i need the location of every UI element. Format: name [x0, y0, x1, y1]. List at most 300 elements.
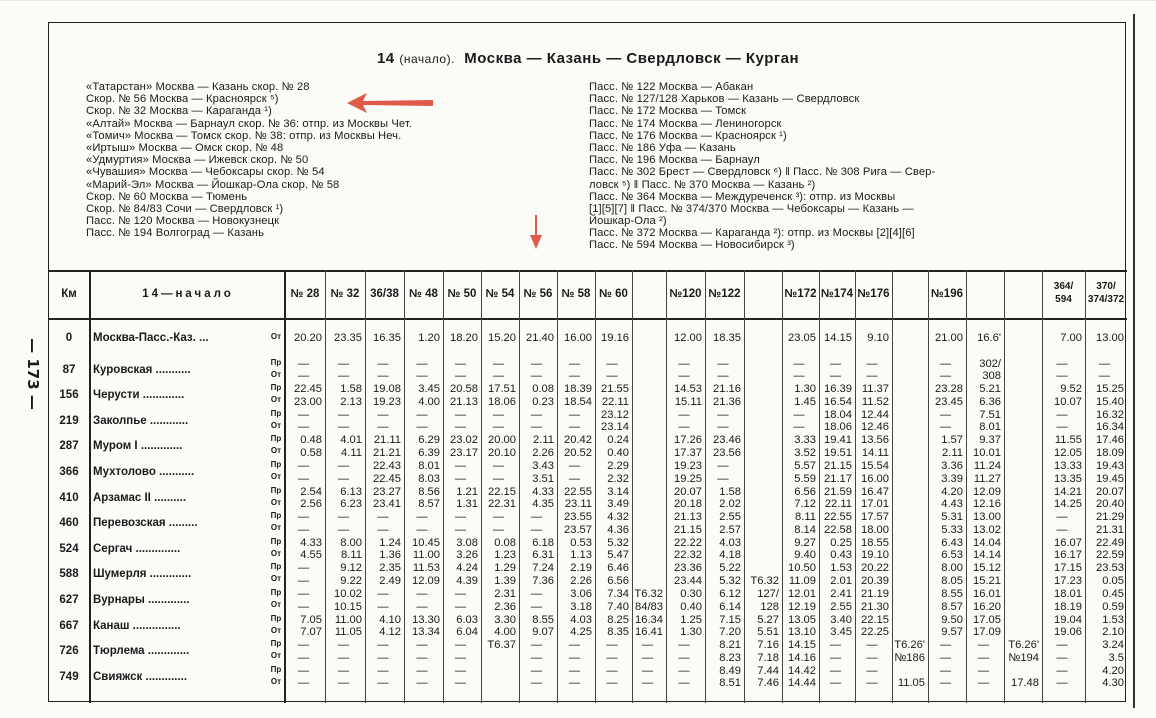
- station-name: Шумерля .............: [93, 568, 192, 581]
- time-cell: 4.36: [607, 523, 629, 536]
- time-cell: 3.14: [607, 485, 629, 498]
- arrival-departure-mark: Пр: [270, 383, 282, 393]
- time-cell: —: [717, 472, 729, 485]
- time-cell: 3.08: [456, 536, 478, 549]
- time-cell: 20.22: [861, 562, 889, 575]
- time-cell: 16.41: [635, 626, 663, 639]
- time-cell: —: [568, 472, 581, 485]
- time-cell: 18.06: [824, 421, 852, 434]
- time-cell: 15.12: [973, 562, 1001, 575]
- time-cell: 1.45: [794, 395, 816, 408]
- time-cell: 23.02: [450, 434, 478, 447]
- time-cell: 3.24: [1102, 639, 1124, 652]
- time-cell: 10.02: [334, 588, 362, 600]
- station-name: Перевозская .........: [93, 517, 198, 530]
- time-cell: 8.00: [340, 536, 362, 549]
- time-cell: 18.06: [488, 395, 516, 408]
- arrival-departure-mark: Пр: [270, 485, 282, 495]
- arrival-departure-mark: От: [270, 600, 282, 609]
- time-cell: 9.27: [794, 536, 816, 549]
- time-cell: 17.57: [861, 511, 889, 524]
- time-cell: —: [829, 370, 842, 383]
- time-cell: 15.40: [1096, 395, 1124, 408]
- train-number-header: №120: [669, 288, 702, 300]
- train-number-header: [1004, 270, 1042, 318]
- time-cell: 2.35: [379, 562, 401, 575]
- time-cell: 2.26: [570, 574, 592, 587]
- time-cell: 6.36: [979, 395, 1001, 408]
- train-number-header: № 56: [523, 288, 553, 300]
- time-cell: 4.03: [719, 536, 741, 549]
- time-cell: —: [717, 408, 729, 421]
- time-cell: 16.00: [861, 472, 889, 485]
- time-cell: 9.37: [979, 434, 1001, 447]
- time-cell: 21.40: [526, 332, 554, 344]
- time-cell: 8.51: [719, 677, 741, 690]
- time-cell: —: [416, 677, 428, 690]
- time-cell: —: [939, 651, 952, 664]
- train-note: Пасс. № 172 Москва — Томск: [589, 105, 747, 118]
- time-cell: 0.43: [830, 549, 852, 562]
- train-number-header: [966, 270, 1004, 318]
- time-cell: 8.56: [418, 485, 440, 498]
- time-cell: 12.00: [674, 332, 702, 344]
- time-cell: 5.32: [719, 574, 741, 587]
- station-name: Вурнары .............: [93, 594, 190, 606]
- time-cell: 0.40: [680, 600, 702, 613]
- time-cell: —: [337, 370, 350, 383]
- time-cell: —: [454, 664, 467, 677]
- time-cell: 3.30: [494, 613, 516, 626]
- arrival-departure-mark: От: [270, 625, 282, 635]
- arrival-departure-mark: Пр: [270, 588, 282, 597]
- time-cell: —: [606, 677, 618, 690]
- time-cell: 7.12: [794, 498, 816, 511]
- time-cell: —: [416, 600, 428, 613]
- time-cell: 22.11: [824, 498, 852, 511]
- time-cell: 1.36: [379, 549, 401, 562]
- time-cell: 20.07: [1096, 485, 1124, 498]
- time-cell: 7.44: [757, 664, 779, 677]
- time-cell: —: [1056, 408, 1068, 421]
- time-cell: 1.20: [418, 332, 440, 344]
- time-cell: —: [606, 651, 618, 664]
- train-note: «Чувашия» Москва — Чебоксары скор. № 54: [86, 166, 325, 179]
- time-cell: —: [568, 460, 581, 472]
- time-cell: 0.59: [1102, 600, 1124, 613]
- time-cell: 16.01: [973, 588, 1001, 600]
- time-cell: 20.00: [488, 434, 516, 447]
- time-cell: 1.58: [719, 485, 741, 498]
- arrival-departure-mark: От: [270, 497, 282, 507]
- train-note: «Алтай» Москва — Барнаул скор. № 36: отпр. из Москвы Чет.: [86, 117, 413, 130]
- time-cell: —: [1056, 523, 1068, 536]
- train-note: Пасс. № 127/128 Харьков — Казань — Свердловск: [589, 93, 860, 106]
- km-value: 156: [59, 389, 79, 402]
- time-cell: 10.15: [334, 600, 362, 613]
- time-cell: 0.05: [1102, 574, 1124, 587]
- time-cell: 3.49: [607, 498, 629, 511]
- timetable-grid: [49, 270, 1127, 703]
- time-cell: —: [530, 511, 543, 524]
- time-cell: 22.25: [861, 626, 889, 639]
- time-cell: 7.34: [607, 588, 629, 600]
- time-cell: №194: [1008, 651, 1039, 664]
- time-cell: —: [454, 651, 467, 664]
- time-cell: —: [377, 523, 389, 536]
- time-cell: —: [568, 408, 581, 421]
- annotation-arrow-2: [529, 215, 543, 251]
- time-cell: —: [377, 421, 389, 434]
- time-cell: 128: [760, 600, 779, 613]
- km-value: 627: [59, 594, 79, 606]
- train-number-header: № 58: [561, 288, 591, 300]
- time-cell: —: [377, 588, 389, 600]
- time-cell: 1.25: [680, 613, 702, 626]
- time-cell: —: [337, 460, 350, 472]
- time-cell: 23.44: [674, 574, 702, 587]
- time-cell: 2.26: [532, 446, 554, 459]
- time-cell: 1.21: [456, 485, 478, 498]
- arrival-departure-mark: От: [270, 651, 282, 661]
- time-cell: 14.16: [788, 651, 816, 664]
- train-number-header: № 32: [330, 288, 360, 300]
- time-cell: 4.25: [570, 626, 592, 639]
- time-cell: 5.22: [719, 562, 741, 575]
- train-note: Пасс. № 372 Москва — Караганда ²): отпр. из Москвы [2][4][6]: [589, 227, 915, 240]
- time-cell: —: [492, 357, 505, 370]
- time-cell: —: [678, 639, 690, 652]
- time-cell: —: [454, 370, 467, 383]
- train-note: Пасс. № 120 Москва — Новокузнецк: [86, 215, 280, 228]
- time-cell: 6.43: [941, 536, 963, 549]
- time-cell: 16.17: [1054, 549, 1082, 562]
- time-cell: —: [530, 600, 543, 613]
- time-cell: 12.16: [973, 498, 1001, 511]
- time-cell: 14.44: [788, 677, 816, 690]
- time-cell: 6.14: [719, 600, 741, 613]
- time-cell: —: [606, 664, 618, 677]
- station-name: Заколпье ............: [93, 414, 189, 427]
- time-cell: 1.13: [570, 549, 592, 562]
- time-cell: 6.53: [941, 549, 963, 562]
- train-note: Скор. № 56 Москва — Красноярск ⁵): [86, 93, 279, 106]
- km-value: 667: [59, 619, 79, 632]
- km-value: 0: [65, 332, 73, 344]
- time-cell: 18.04: [824, 408, 852, 421]
- time-cell: —: [678, 421, 690, 434]
- time-cell: 3.45: [418, 383, 440, 396]
- time-cell: 3.43: [532, 460, 554, 472]
- time-cell: 22.59: [1096, 549, 1124, 562]
- time-cell: 9.40: [794, 549, 816, 562]
- station-name: Москва-Пасс.-Каз. ...: [93, 332, 209, 344]
- time-cell: 5.21: [979, 383, 1001, 396]
- time-cell: 302/: [979, 357, 1001, 370]
- time-cell: —: [866, 677, 878, 690]
- time-cell: 5.32: [607, 536, 629, 549]
- km-value: 726: [59, 645, 79, 658]
- time-cell: 18.19: [1054, 600, 1082, 613]
- time-cell: 11.24: [973, 460, 1001, 472]
- time-cell: 3.06: [570, 588, 592, 600]
- time-cell: 5.59: [794, 472, 816, 485]
- time-cell: —: [377, 664, 389, 677]
- time-cell: 9.50: [941, 613, 963, 626]
- arrival-departure-mark: От: [270, 574, 282, 584]
- time-cell: 8.00: [941, 562, 963, 575]
- train-note: Пасс. № 186 Уфа — Казань: [589, 141, 736, 154]
- time-cell: 2.56: [300, 498, 322, 511]
- time-cell: —: [337, 408, 350, 421]
- time-cell: —: [641, 651, 654, 664]
- time-cell: 17.46: [1096, 434, 1124, 447]
- time-cell: 19.43: [1096, 460, 1124, 472]
- time-cell: —: [337, 511, 350, 524]
- time-cell: 20.07: [674, 485, 702, 498]
- km-value: 366: [59, 466, 79, 478]
- time-cell: —: [337, 639, 350, 652]
- time-cell: 4.20: [1102, 664, 1124, 677]
- time-cell: 17.09: [973, 626, 1001, 639]
- km-value: 87: [62, 363, 76, 376]
- time-cell: —: [530, 408, 543, 421]
- time-cell: —: [377, 677, 389, 690]
- arrival-departure-mark: Пр: [270, 639, 282, 649]
- time-cell: 8.23: [719, 651, 741, 664]
- time-cell: 5.47: [607, 549, 629, 562]
- time-cell: 84/83: [635, 600, 663, 613]
- time-cell: 12.44: [861, 408, 889, 421]
- time-cell: —: [530, 421, 543, 434]
- time-cell: T6.32: [634, 588, 663, 600]
- time-cell: —: [297, 562, 310, 575]
- time-cell: —: [568, 651, 581, 664]
- time-cell: 21.55: [601, 383, 629, 396]
- time-cell: 23.11: [564, 498, 592, 511]
- time-cell: 14.21: [1054, 485, 1082, 498]
- time-cell: 11.53: [412, 562, 440, 575]
- time-cell: 1.53: [1102, 613, 1124, 626]
- train-number-header: 364/ 594: [1053, 281, 1074, 305]
- time-cell: 14.42: [788, 664, 816, 677]
- station-name: Муром I .............: [93, 440, 183, 453]
- time-cell: —: [377, 370, 389, 383]
- time-cell: —: [416, 588, 428, 600]
- time-cell: 23.27: [373, 485, 401, 498]
- time-cell: —: [492, 460, 505, 472]
- time-cell: 6.12: [719, 588, 741, 600]
- time-cell: 127/: [757, 588, 779, 600]
- time-cell: —: [530, 523, 543, 536]
- time-cell: 15.25: [1096, 383, 1124, 396]
- time-cell: 0.45: [1102, 588, 1124, 600]
- time-cell: 10.50: [788, 562, 816, 575]
- time-cell: —: [939, 677, 952, 690]
- arrival-departure-mark: От: [270, 332, 282, 341]
- time-cell: 14.15: [788, 639, 816, 652]
- time-cell: 9.12: [340, 562, 362, 575]
- time-cell: 8.55: [532, 613, 554, 626]
- time-cell: —: [829, 639, 842, 652]
- train-note: Пасс. № 194 Волгоград — Казань: [86, 227, 265, 240]
- time-cell: 21.59: [824, 485, 852, 498]
- train-note: Пасс. № 364 Москва — Междуреченск ³): отпр. из Москвы: [589, 190, 896, 203]
- time-cell: —: [297, 370, 310, 383]
- time-cell: 16.34: [635, 613, 663, 626]
- time-cell: —: [1056, 370, 1068, 383]
- time-cell: —: [454, 408, 467, 421]
- time-cell: 12.46: [861, 421, 889, 434]
- time-cell: 18.55: [861, 536, 889, 549]
- time-cell: —: [530, 677, 543, 690]
- time-cell: 7.46: [757, 677, 779, 690]
- time-cell: —: [297, 651, 310, 664]
- time-cell: 7.18: [757, 651, 779, 664]
- time-cell: —: [793, 421, 805, 434]
- time-cell: —: [377, 357, 389, 370]
- time-cell: —: [297, 574, 310, 587]
- time-cell: 2.36: [494, 600, 516, 613]
- time-cell: 0.30: [680, 588, 702, 600]
- time-cell: 5.33: [941, 523, 963, 536]
- time-cell: 13.35: [1054, 472, 1082, 485]
- time-cell: —: [337, 523, 350, 536]
- time-cell: —: [1098, 370, 1111, 383]
- train-number-header: 36/38: [370, 288, 399, 300]
- time-cell: 12.05: [1054, 446, 1082, 459]
- time-cell: 17.23: [1054, 574, 1082, 587]
- time-cell: 7.00: [1060, 332, 1082, 344]
- time-cell: 23.53: [1096, 562, 1124, 575]
- time-cell: 21.11: [373, 434, 401, 447]
- time-cell: 18.54: [564, 395, 592, 408]
- arrival-departure-mark: Пр: [270, 536, 282, 546]
- time-cell: 22.58: [824, 523, 852, 536]
- time-cell: 15.11: [674, 395, 702, 408]
- time-cell: 20.52: [564, 446, 592, 459]
- train-number-header: №122: [708, 288, 741, 300]
- time-cell: 17.48: [1011, 677, 1039, 690]
- time-cell: —: [492, 523, 505, 536]
- time-cell: —: [568, 421, 581, 434]
- time-cell: 3.52: [794, 446, 816, 459]
- time-cell: 16.20: [973, 600, 1001, 613]
- time-cell: —: [641, 664, 654, 677]
- time-cell: 21.16: [713, 383, 741, 396]
- time-cell: —: [1056, 664, 1068, 677]
- time-cell: 3.26: [456, 549, 478, 562]
- time-cell: 0.53: [570, 536, 592, 549]
- time-cell: 23.28: [935, 383, 963, 396]
- time-cell: 2.55: [719, 511, 741, 524]
- train-note: «Томич» Москва — Томск скор. № 38: отпр. из Москвы Неч.: [86, 129, 402, 142]
- time-cell: 13.30: [412, 613, 440, 626]
- time-cell: —: [297, 664, 310, 677]
- time-cell: 16.39: [824, 383, 852, 396]
- time-cell: 19.51: [824, 446, 852, 459]
- time-cell: 1.31: [456, 498, 478, 511]
- time-cell: 4.55: [300, 549, 322, 562]
- time-cell: 22.15: [488, 485, 516, 498]
- time-cell: 6.39: [418, 446, 440, 459]
- time-cell: 22.31: [488, 498, 516, 511]
- time-cell: 18.20: [450, 332, 478, 344]
- time-cell: —: [416, 523, 428, 536]
- time-cell: 12.01: [788, 588, 816, 600]
- arrival-departure-mark: Пр: [270, 511, 282, 521]
- time-cell: 8.03: [418, 472, 440, 485]
- time-cell: 20.10: [488, 446, 516, 459]
- train-number-header: [744, 270, 782, 318]
- time-cell: —: [977, 639, 990, 652]
- time-cell: 6.18: [532, 536, 554, 549]
- timetable-frame: [48, 22, 1126, 702]
- time-cell: 2.32: [607, 472, 629, 485]
- time-cell: 3.40: [830, 613, 852, 626]
- time-cell: 2.29: [607, 460, 629, 472]
- time-cell: —: [454, 600, 467, 613]
- time-cell: —: [641, 677, 654, 690]
- time-cell: 21.36: [713, 395, 741, 408]
- time-cell: 16.47: [861, 485, 889, 498]
- time-cell: —: [1056, 639, 1068, 652]
- time-cell: 21.29: [1096, 511, 1124, 524]
- time-cell: 0.58: [300, 446, 322, 459]
- time-cell: 16.32: [1096, 408, 1124, 421]
- time-cell: 19.10: [861, 549, 889, 562]
- time-cell: —: [492, 370, 505, 383]
- time-cell: —: [939, 408, 952, 421]
- time-cell: 13.34: [412, 626, 440, 639]
- time-cell: —: [337, 357, 350, 370]
- time-cell: 6.56: [607, 574, 629, 587]
- time-cell: 8.14: [794, 523, 816, 536]
- time-cell: 15.20: [488, 332, 516, 344]
- time-cell: 4.24: [456, 562, 478, 575]
- time-cell: 22.43: [373, 460, 401, 472]
- time-cell: 3.45: [830, 626, 852, 639]
- time-cell: 4.18: [719, 549, 741, 562]
- time-cell: 11.00: [334, 613, 362, 626]
- time-cell: 3.33: [794, 434, 816, 447]
- time-cell: 23.36: [674, 562, 702, 575]
- time-cell: 23.12: [601, 408, 629, 421]
- time-cell: 20.20: [294, 332, 322, 344]
- time-cell: 20.39: [861, 574, 889, 587]
- time-cell: T6.32: [750, 574, 779, 587]
- time-cell: 23.17: [450, 446, 478, 459]
- time-cell: 14.53: [674, 383, 702, 396]
- train-note: Пасс. № 122 Москва — Абакан: [589, 81, 754, 93]
- arrival-departure-mark: От: [270, 523, 282, 533]
- time-cell: 8.11: [795, 511, 816, 524]
- time-cell: 22.22: [674, 536, 702, 549]
- train-note: [1][5][7] ‖ Пасс. № 374/370 Москва — Чебоксары — Казань —: [589, 202, 914, 215]
- time-cell: 21.19: [861, 588, 889, 600]
- time-cell: 11.55: [1054, 434, 1082, 447]
- time-cell: 19.45: [1096, 472, 1124, 485]
- train-note: Пасс. № 594 Москва — Новосибирск ³): [589, 239, 795, 252]
- train-note: «Татарстан» Москва — Казань скор. № 28: [86, 81, 310, 93]
- time-cell: 0.40: [607, 446, 629, 459]
- time-cell: 15.54: [861, 460, 889, 472]
- train-number-header: №176: [857, 288, 890, 300]
- time-cell: —: [678, 651, 690, 664]
- time-cell: 18.09: [1096, 446, 1124, 459]
- time-cell: 1.30: [794, 383, 816, 396]
- time-cell: —: [829, 357, 842, 370]
